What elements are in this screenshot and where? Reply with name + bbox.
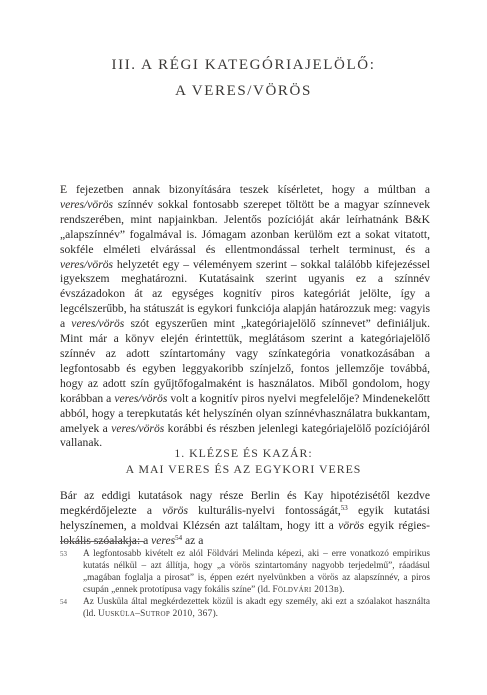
- italic-term: veres: [151, 533, 176, 547]
- text-run: E fejezetben annak bizonyítására teszek kísérletet, hogy a múltban a: [60, 183, 430, 196]
- text-run: volt a kognitív piros nyelvi megfelelője? Mindenekelőtt abból, hogy a terepkutatás két helyszínén olyan színnévhasználatra bukkantam, amelyek a: [60, 391, 430, 435]
- text-run: korábbi és részben jelenlegi kategóriajelölő pozíciójáról vallanak.: [60, 421, 430, 450]
- footnote-ref-53[interactable]: 53: [340, 503, 348, 512]
- section-title-line-2: A MAI VERES ÉS AZ EGYKORI VERES: [125, 462, 362, 476]
- footnote-citation: Földvári 2013b: [272, 585, 339, 595]
- chapter-title: [0, 52, 487, 104]
- footnote-citation: Uusküla–Sutrop 2010, 367: [97, 609, 213, 619]
- footnote-number: 54: [60, 598, 67, 606]
- footnote-text: A legfontosabb kivételt ez alól Földvári Melinda képezi, aki – erre vonatkozó empirikus kutatás nélkül – azt állítja, hogy „a vörös szintartomány nagyobb terjedelmű”, ráadásul „magában foglalja a pirosat” is, éppen ezért nyelvünkben a vörös az alapszínnév, a piros csupán „ennek prototípusa vagy fokális színe” (ld.: [83, 549, 430, 595]
- italic-term: veres/vörös: [60, 257, 114, 271]
- italic-term: veres/vörös: [114, 391, 168, 405]
- text-run: helyzetét egy – véleményem szerint – sokkal találóbb kifejezéssel igyekszem meghatározni. Kutatásaink szerint ugyanis ez a színnév évszázadokon át az egységes kognitív piros kategóriát jelölte, így a legcélszerűbb, ha státuszát is egykori funkciója alapján határozzuk meg: vagyis a: [60, 257, 430, 331]
- text-run: az a: [182, 533, 204, 547]
- italic-term: veres/vörös: [111, 421, 165, 435]
- italic-term: veres/vörös: [60, 197, 114, 211]
- text-run: kulturális-nyelvi fontosságát,: [187, 503, 341, 517]
- italic-term: vörös: [338, 518, 364, 532]
- chapter-title-line-1: III. A RÉGI KATEGÓRIAJELÖLŐ:: [111, 57, 376, 73]
- text-run: egyik régies-lokális szóalakja: a: [60, 518, 430, 547]
- footnote-number: 53: [60, 550, 67, 558]
- footnote-text: Az Uusküla által megkérdezettek közül is akadt egy személy, aki ezt a szóalakot használta (ld.: [83, 597, 430, 619]
- chapter-title-line-2: A VERES/VÖRÖS: [175, 83, 312, 99]
- footnote-tail: ).: [338, 585, 345, 595]
- footnotes: [60, 548, 430, 620]
- section-title-line-1: 1. KLÉZSE ÉS KAZÁR:: [174, 446, 313, 460]
- footnote-divider: [60, 541, 144, 542]
- intro-text: [60, 183, 430, 451]
- section-title: [0, 445, 487, 477]
- italic-term: vörös: [162, 503, 188, 517]
- text-run: Bár az eddigi kutatások nagy része Berlin és Kay hipotézisétől kezdve megkérdőjelezte a: [60, 489, 430, 517]
- text-run: szót egyszerűen mint „kategóriajelölő színnevet” definiáljuk. Mint már a könyv elején érintettük, meglátásom szerint a kategóriajelölő színnév az adott színtartomány vagy színkategória vonatkozásában a legfontosabb és egyben leggyakoribb színjelző, fontos jellemzője továbbá, hogy az adott szín gyűjtőfogalmaként is használatos. Miből gondolom, hogy korábban a: [60, 317, 430, 405]
- section-paragraph: [60, 489, 430, 549]
- footnote-tail: ).: [212, 609, 218, 619]
- italic-term: veres/vörös: [71, 317, 125, 331]
- footnote-54: [60, 596, 430, 620]
- section-text: [60, 489, 430, 549]
- text-run: egyik kutatási helyszínemen, a moldvai Klézsén azt találtam, hogy itt a: [60, 503, 430, 532]
- footnote-53: [60, 548, 430, 596]
- text-run: színnév sokkal fontosabb szerepet töltött be a magyar színnevek rendszerében, mint napjainkban. Jelentős pozícióját akár leírhatnánk B&K „alapszínnév” fogalmával is. Jómagam azonban kerülöm ezt a sokat vitatott, sokféle elméleti elvárással és ellentmondással terhelt terminust, és a: [60, 197, 430, 256]
- intro-paragraph: [60, 183, 430, 451]
- footnote-ref-54[interactable]: 54: [175, 533, 183, 542]
